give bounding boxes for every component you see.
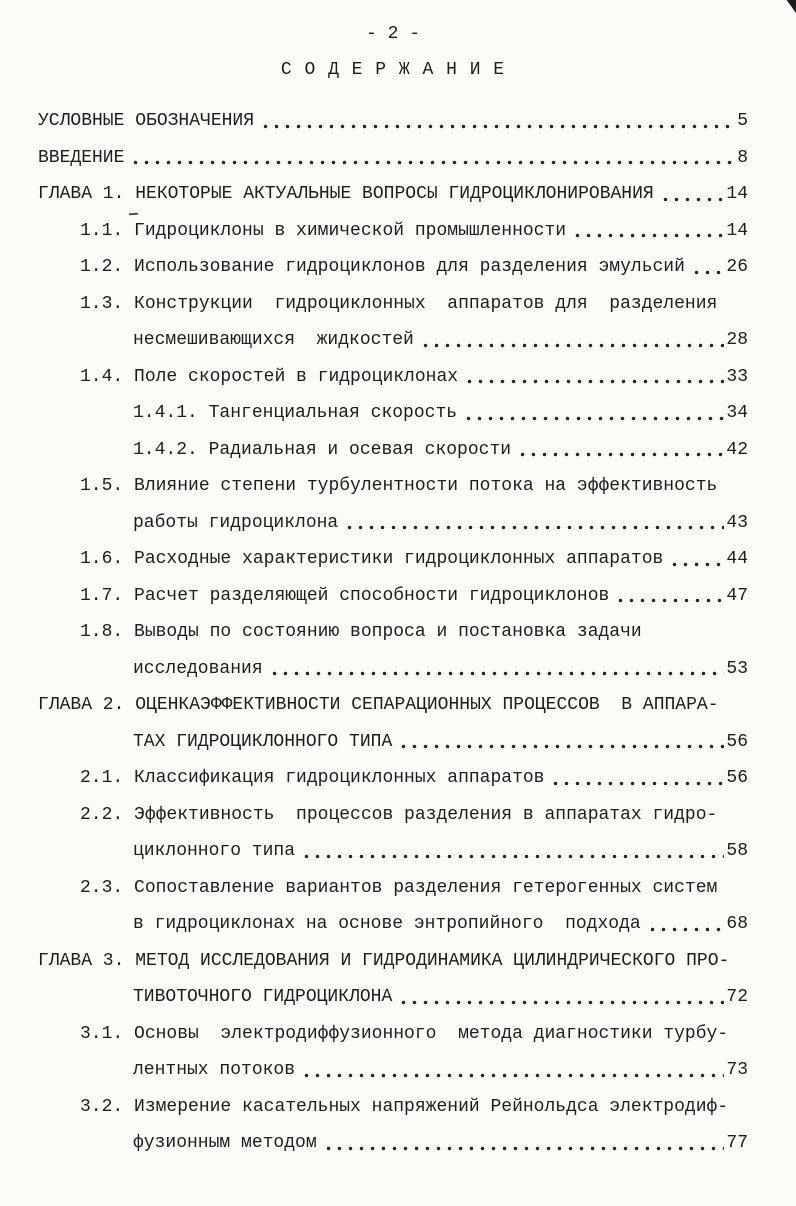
toc-line: [38, 140, 748, 177]
toc-dot-leader: [613, 578, 724, 615]
toc-line-text: лентных потоков: [133, 1060, 296, 1080]
toc-line: [38, 1089, 748, 1126]
toc-line: [38, 979, 748, 1016]
toc-line-text: ОЦЕНКАЭФФЕКТИВНОСТИ СЕПАРАЦИОННЫХ ПРОЦЕССОВ В АППАРА-: [135, 695, 719, 715]
toc-line-number: 2.2.: [80, 804, 124, 825]
toc-line: [38, 578, 748, 615]
toc-dot-leader: [689, 249, 724, 286]
toc-line: [38, 943, 748, 980]
toc-line: [38, 249, 748, 286]
toc-page-number: 47: [726, 585, 748, 606]
toc-dot-leader: [342, 505, 724, 542]
toc-line-number: ГЛАВА 1.: [38, 184, 125, 204]
toc-page-number: 68: [726, 914, 748, 934]
toc-dot-leader: [396, 979, 724, 1016]
page-title: С О Д Е Р Ж А Н И Е: [280, 60, 506, 80]
toc-line-number: ГЛАВА 3.: [38, 950, 125, 971]
toc-dot-leader: [462, 359, 724, 396]
toc-line-number: 1.2.: [80, 257, 124, 277]
toc-line-text: Конструкции гидроциклонных аппаратов для разделения: [134, 293, 718, 314]
toc-dot-leader: [570, 213, 724, 250]
toc-line-text: в гидроциклонах на основе энтропийного подхода: [133, 914, 641, 934]
toc-line-number: 3.1.: [80, 1023, 124, 1044]
toc-line: [38, 614, 748, 651]
toc-line-text: ВВЕДЕНИЕ: [38, 147, 125, 168]
toc-line-text: Гидроциклоны в химической промышленности: [134, 220, 567, 241]
toc-line-text: исследования: [133, 658, 263, 679]
toc-line-text: УСЛОВНЫЕ ОБОЗНАЧЕНИЯ: [38, 111, 255, 131]
toc-line: [38, 797, 748, 834]
toc-line: [38, 103, 748, 140]
scan-artifact: [785, 0, 796, 13]
toc-page-number: 73: [726, 1060, 748, 1080]
toc-page-number: 5: [737, 111, 748, 131]
toc-line: [38, 468, 748, 505]
toc-line-text: Классификация гидроциклонных аппаратов: [134, 768, 545, 788]
toc-line: [38, 322, 748, 359]
toc-line-number: 1.4.2.: [133, 439, 198, 460]
toc-line-number: 1.1.: [80, 220, 124, 241]
toc-dot-leader: [128, 140, 735, 177]
toc-line: [38, 1052, 748, 1089]
toc-line: [38, 760, 748, 797]
toc-page-number: 26: [726, 257, 748, 277]
toc-dot-leader: [658, 176, 725, 213]
toc-line-text: несмешивающихся жидкостей: [133, 330, 414, 350]
toc-line-number: 1.7.: [80, 585, 124, 606]
toc-page-number: 8: [737, 147, 748, 168]
toc-line: [38, 687, 748, 724]
toc-line-text: Радиальная и осевая скорости: [208, 439, 512, 460]
toc-page-number: 56: [726, 731, 748, 752]
toc-line: [38, 1016, 748, 1053]
toc-dot-leader: [418, 322, 725, 359]
toc-line-number: 1.8.: [80, 622, 124, 642]
toc-line: [38, 651, 748, 688]
page-number-header: - 2 -: [365, 24, 420, 44]
toc-dot-leader: [299, 1052, 724, 1089]
toc-page-number: 56: [726, 768, 748, 788]
toc-line-number: 1.5.: [80, 476, 124, 496]
toc-page-number: 33: [726, 366, 748, 387]
toc-line: [38, 724, 748, 761]
toc-line-text: Расчет разделяющей способности гидроциклонов: [134, 585, 610, 606]
toc-page-number: 58: [726, 841, 748, 861]
toc-line: [38, 395, 748, 432]
toc-line: [38, 906, 748, 943]
toc-dot-leader: [645, 906, 725, 943]
toc-dot-leader: [258, 103, 735, 140]
toc-line-text: Влияние степени турбулентности потока на эффективность: [134, 476, 718, 496]
toc-line-text: Основы электродиффузионного метода диагностики турбу-: [134, 1023, 729, 1044]
toc-page-number: 14: [726, 220, 748, 241]
toc-dot-leader: [396, 724, 724, 761]
toc-line-text: МЕТОД ИССЛЕДОВАНИЯ И ГИДРОДИНАМИКА ЦИЛИНДРИЧЕСКОГО ПРО-: [135, 950, 730, 971]
toc-page-number: 42: [726, 439, 748, 460]
toc-line-text: работы гидроциклона: [133, 512, 339, 533]
toc-page-number: 77: [726, 1133, 748, 1153]
toc-line-number: 1.6.: [80, 549, 124, 569]
toc-line: [38, 833, 748, 870]
toc-line-text: НЕКОТОРЫЕ АКТУАЛЬНЫЕ ВОПРОСЫ ГИДРОЦИКЛОНИРОВАНИЯ: [135, 184, 654, 204]
toc-line-text: ТИВОТОЧНОГО ГИДРОЦИКЛОНА: [133, 987, 393, 1007]
toc-line-text: Расходные характеристики гидроциклонных аппаратов: [134, 549, 664, 569]
toc-line-number: 2.3.: [80, 877, 124, 898]
toc-line-text: Выводы по состоянию вопроса и постановка задачи: [134, 622, 642, 642]
toc-dot-leader: [321, 1125, 725, 1162]
toc-line-number: 1.4.: [80, 366, 124, 387]
toc-line: [38, 176, 748, 213]
toc-line-number: ГЛАВА 2.: [38, 695, 125, 715]
toc-page-number: 14: [726, 184, 748, 204]
toc-line-text: Поле скоростей в гидроциклонах: [134, 366, 459, 387]
toc-line-text: Тангенциальная скорость: [208, 403, 458, 423]
toc-dot-leader: [515, 432, 724, 469]
toc-line-number: 1.4.1.: [133, 403, 198, 423]
toc-dot-leader: [548, 760, 724, 797]
toc-page-number: 53: [726, 658, 748, 679]
toc-line-text: ТАХ ГИДРОЦИКЛОННОГО ТИПА: [133, 731, 393, 752]
toc-list: [38, 103, 748, 1162]
toc-dot-leader: [461, 395, 724, 432]
toc-page-number: 28: [726, 330, 748, 350]
toc-line-text: Эффективность процессов разделения в аппаратах гидро-: [134, 804, 718, 825]
toc-line-text: фузионным методом: [133, 1133, 317, 1153]
toc-page-number: 72: [726, 987, 748, 1007]
toc-line: [38, 213, 748, 250]
toc-line: [38, 432, 748, 469]
toc-dot-leader: [299, 833, 724, 870]
toc-line-text: Измерение касательных напряжений Рейнольдса электродиф-: [134, 1096, 729, 1117]
toc-line: [38, 541, 748, 578]
toc-dot-leader: [267, 651, 725, 688]
toc-line-text: циклонного типа: [133, 841, 296, 861]
toc-line: [38, 286, 748, 323]
toc-page-number: 43: [726, 512, 748, 533]
toc-line: [38, 359, 748, 396]
toc-line-number: 1.3.: [80, 293, 124, 314]
toc-dot-leader: [667, 541, 724, 578]
toc-page-number: 34: [726, 403, 748, 423]
toc-line-number: 3.2.: [80, 1096, 124, 1117]
toc-line: [38, 1125, 748, 1162]
toc-line: [38, 870, 748, 907]
toc-line-number: 2.1.: [80, 768, 124, 788]
toc-line-text: Использование гидроциклонов для разделения эмульсий: [134, 257, 685, 277]
toc-line: [38, 505, 748, 542]
toc-line-text: Сопоставление вариантов разделения гетерогенных систем: [134, 877, 718, 898]
toc-page-number: 44: [726, 549, 748, 569]
